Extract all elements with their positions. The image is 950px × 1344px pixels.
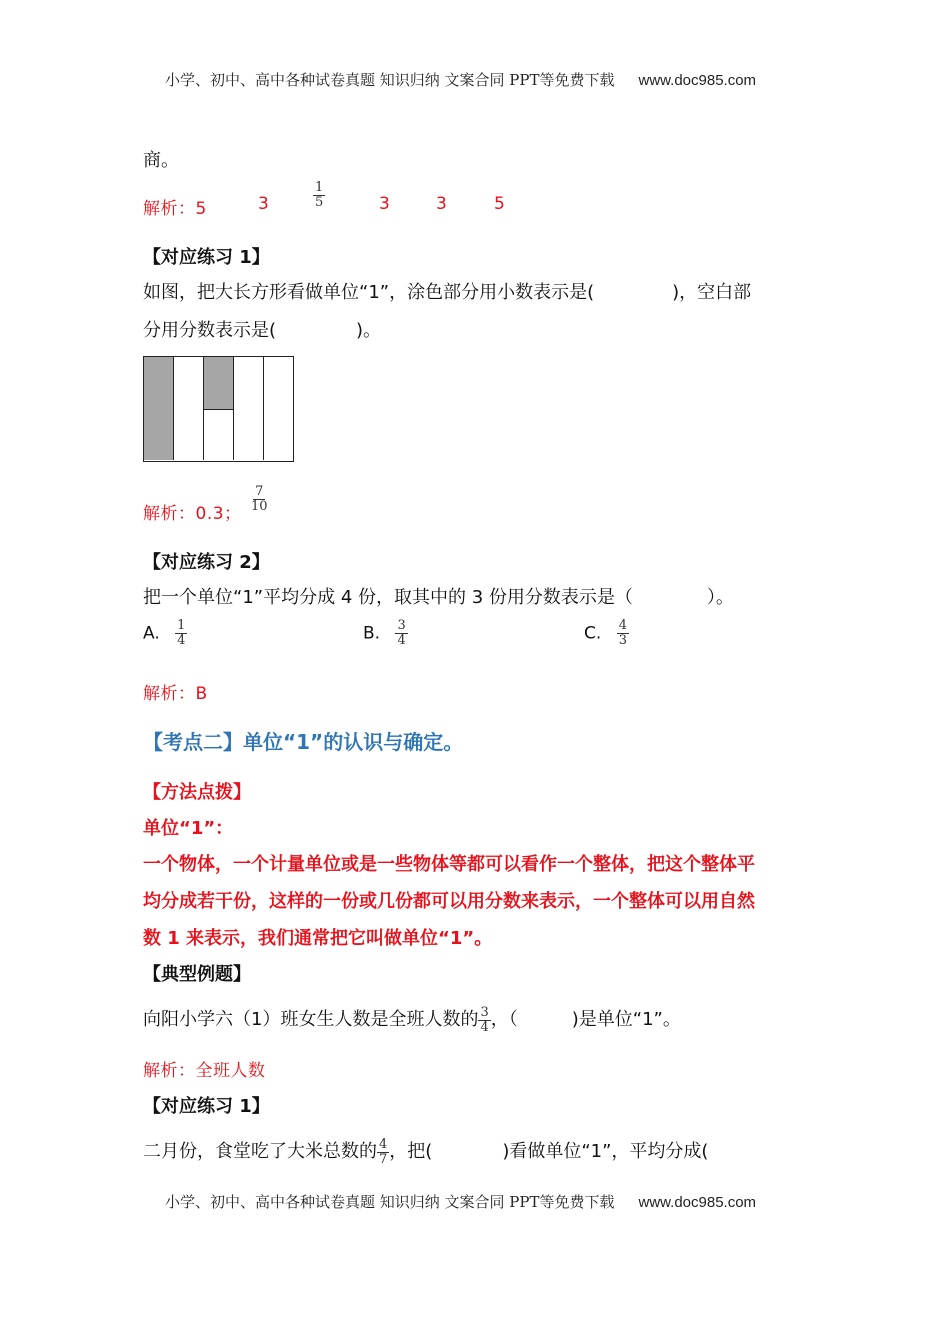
option-label: A.	[143, 623, 160, 644]
page-header	[165, 69, 756, 90]
answer-value: 3	[258, 194, 270, 214]
method-body-line1: 一个物体，一个计量单位或是一些物体等都可以看作一个整体，把这个整体平	[143, 854, 755, 875]
fraction-numerator: 3	[480, 1004, 489, 1020]
question-text: 分用分数表示是(	[143, 320, 277, 341]
practice-1-title: 【对应练习 1】	[143, 247, 270, 268]
question-text: ，（	[490, 1009, 518, 1030]
practice-1-question-line2	[143, 316, 381, 342]
method-body-line2: 均分成若干份，这样的一份或几份都可以用分数来表示，一个整体可以用自然	[143, 891, 755, 912]
fraction-denominator: 3	[618, 633, 627, 648]
practice-1-analysis	[143, 499, 242, 524]
blank-column	[174, 357, 204, 460]
example-question	[143, 1005, 681, 1035]
answer-value: 3	[436, 194, 448, 214]
unit-title: 单位“1”：	[143, 818, 234, 839]
practice-2-title: 【对应练习 2】	[143, 552, 270, 573]
question-text: 二月份，食堂吃了大米总数的	[143, 1141, 377, 1162]
option-label: B.	[363, 623, 381, 644]
question-text: 向阳小学六（1）班女生人数是全班人数的	[143, 1009, 479, 1030]
question-fraction	[377, 1138, 389, 1167]
practice-2-question	[143, 583, 734, 609]
fraction-numerator: 3	[397, 618, 406, 633]
fraction-denominator: 7	[379, 1151, 388, 1167]
practice-2-analysis: 解析：B	[143, 684, 208, 704]
answer-value: 3	[379, 194, 391, 214]
question-text: 把一个单位“1”平均分成 4 份，取其中的 3 份用分数表示是（	[143, 587, 633, 608]
option-label: C.	[584, 623, 602, 644]
question-text: ，把(	[389, 1141, 433, 1162]
fraction-denominator: 10	[251, 499, 268, 514]
blank-column	[264, 357, 292, 460]
fraction-numerator: 1	[177, 618, 186, 633]
section-title: 【考点二】单位“1”的认识与确定。	[143, 730, 464, 754]
question-text: )。	[356, 320, 382, 341]
option-b[interactable]	[363, 619, 408, 648]
analysis-label: 解析：	[143, 504, 196, 524]
answer-value: 5	[494, 194, 506, 214]
fraction-numerator: 4	[618, 618, 627, 633]
answer-fraction	[313, 181, 325, 210]
fraction-denominator: 4	[480, 1019, 489, 1035]
practice-1-question-line1	[143, 278, 751, 304]
blank-half-cell	[204, 410, 234, 460]
footer-site-link[interactable]: www.doc985.com	[638, 1194, 757, 1211]
prev-text-end: 商。	[143, 150, 179, 171]
footer-text: 小学、初中、高中各种试卷真题 知识归纳 文案合同 PPT等免费下载	[165, 1193, 615, 1211]
header-site-link[interactable]: www.doc985.com	[638, 72, 757, 89]
method-title: 【方法点拨】	[143, 782, 251, 803]
analysis-label: 解析：	[143, 199, 196, 219]
shaded-half-cell	[204, 357, 234, 410]
method-body-line3: 数 1 来表示，我们通常把它叫做单位“1”。	[143, 928, 493, 949]
question-text: 如图，把大长方形看做单位“1”，涂色部分用小数表示是(	[143, 282, 595, 303]
question-text: )是单位“1”。	[571, 1009, 681, 1030]
analysis-0	[143, 194, 207, 219]
fraction-numerator: 4	[379, 1136, 388, 1152]
question-text: )看做单位“1”，平均分成(	[502, 1141, 709, 1162]
fraction-denominator: 4	[397, 633, 406, 648]
fraction-denominator: 4	[177, 633, 186, 648]
fraction-numerator: 1	[315, 180, 324, 195]
question-text: )，空白部	[672, 282, 752, 303]
practice-3-title: 【对应练习 1】	[143, 1096, 270, 1117]
header-text: 小学、初中、高中各种试卷真题 知识归纳 文案合同 PPT等免费下载	[165, 71, 615, 89]
option-c[interactable]	[584, 619, 629, 648]
blank-column	[234, 357, 264, 460]
shaded-column	[144, 357, 174, 460]
practice-3-question	[143, 1137, 708, 1167]
question-fraction	[478, 1006, 490, 1035]
option-a[interactable]	[143, 619, 187, 648]
example-analysis: 解析：全班人数	[143, 1061, 266, 1081]
fraction-denominator: 5	[315, 195, 324, 210]
rectangle-figure	[143, 356, 294, 462]
answer-value: 0.3；	[195, 504, 242, 524]
example-title: 【典型例题】	[143, 964, 251, 985]
answer-fraction	[249, 485, 270, 514]
fraction-numerator: 7	[255, 484, 264, 499]
page-footer	[165, 1191, 756, 1212]
answer-value: 5	[195, 199, 207, 219]
question-text: ）。	[706, 587, 734, 608]
